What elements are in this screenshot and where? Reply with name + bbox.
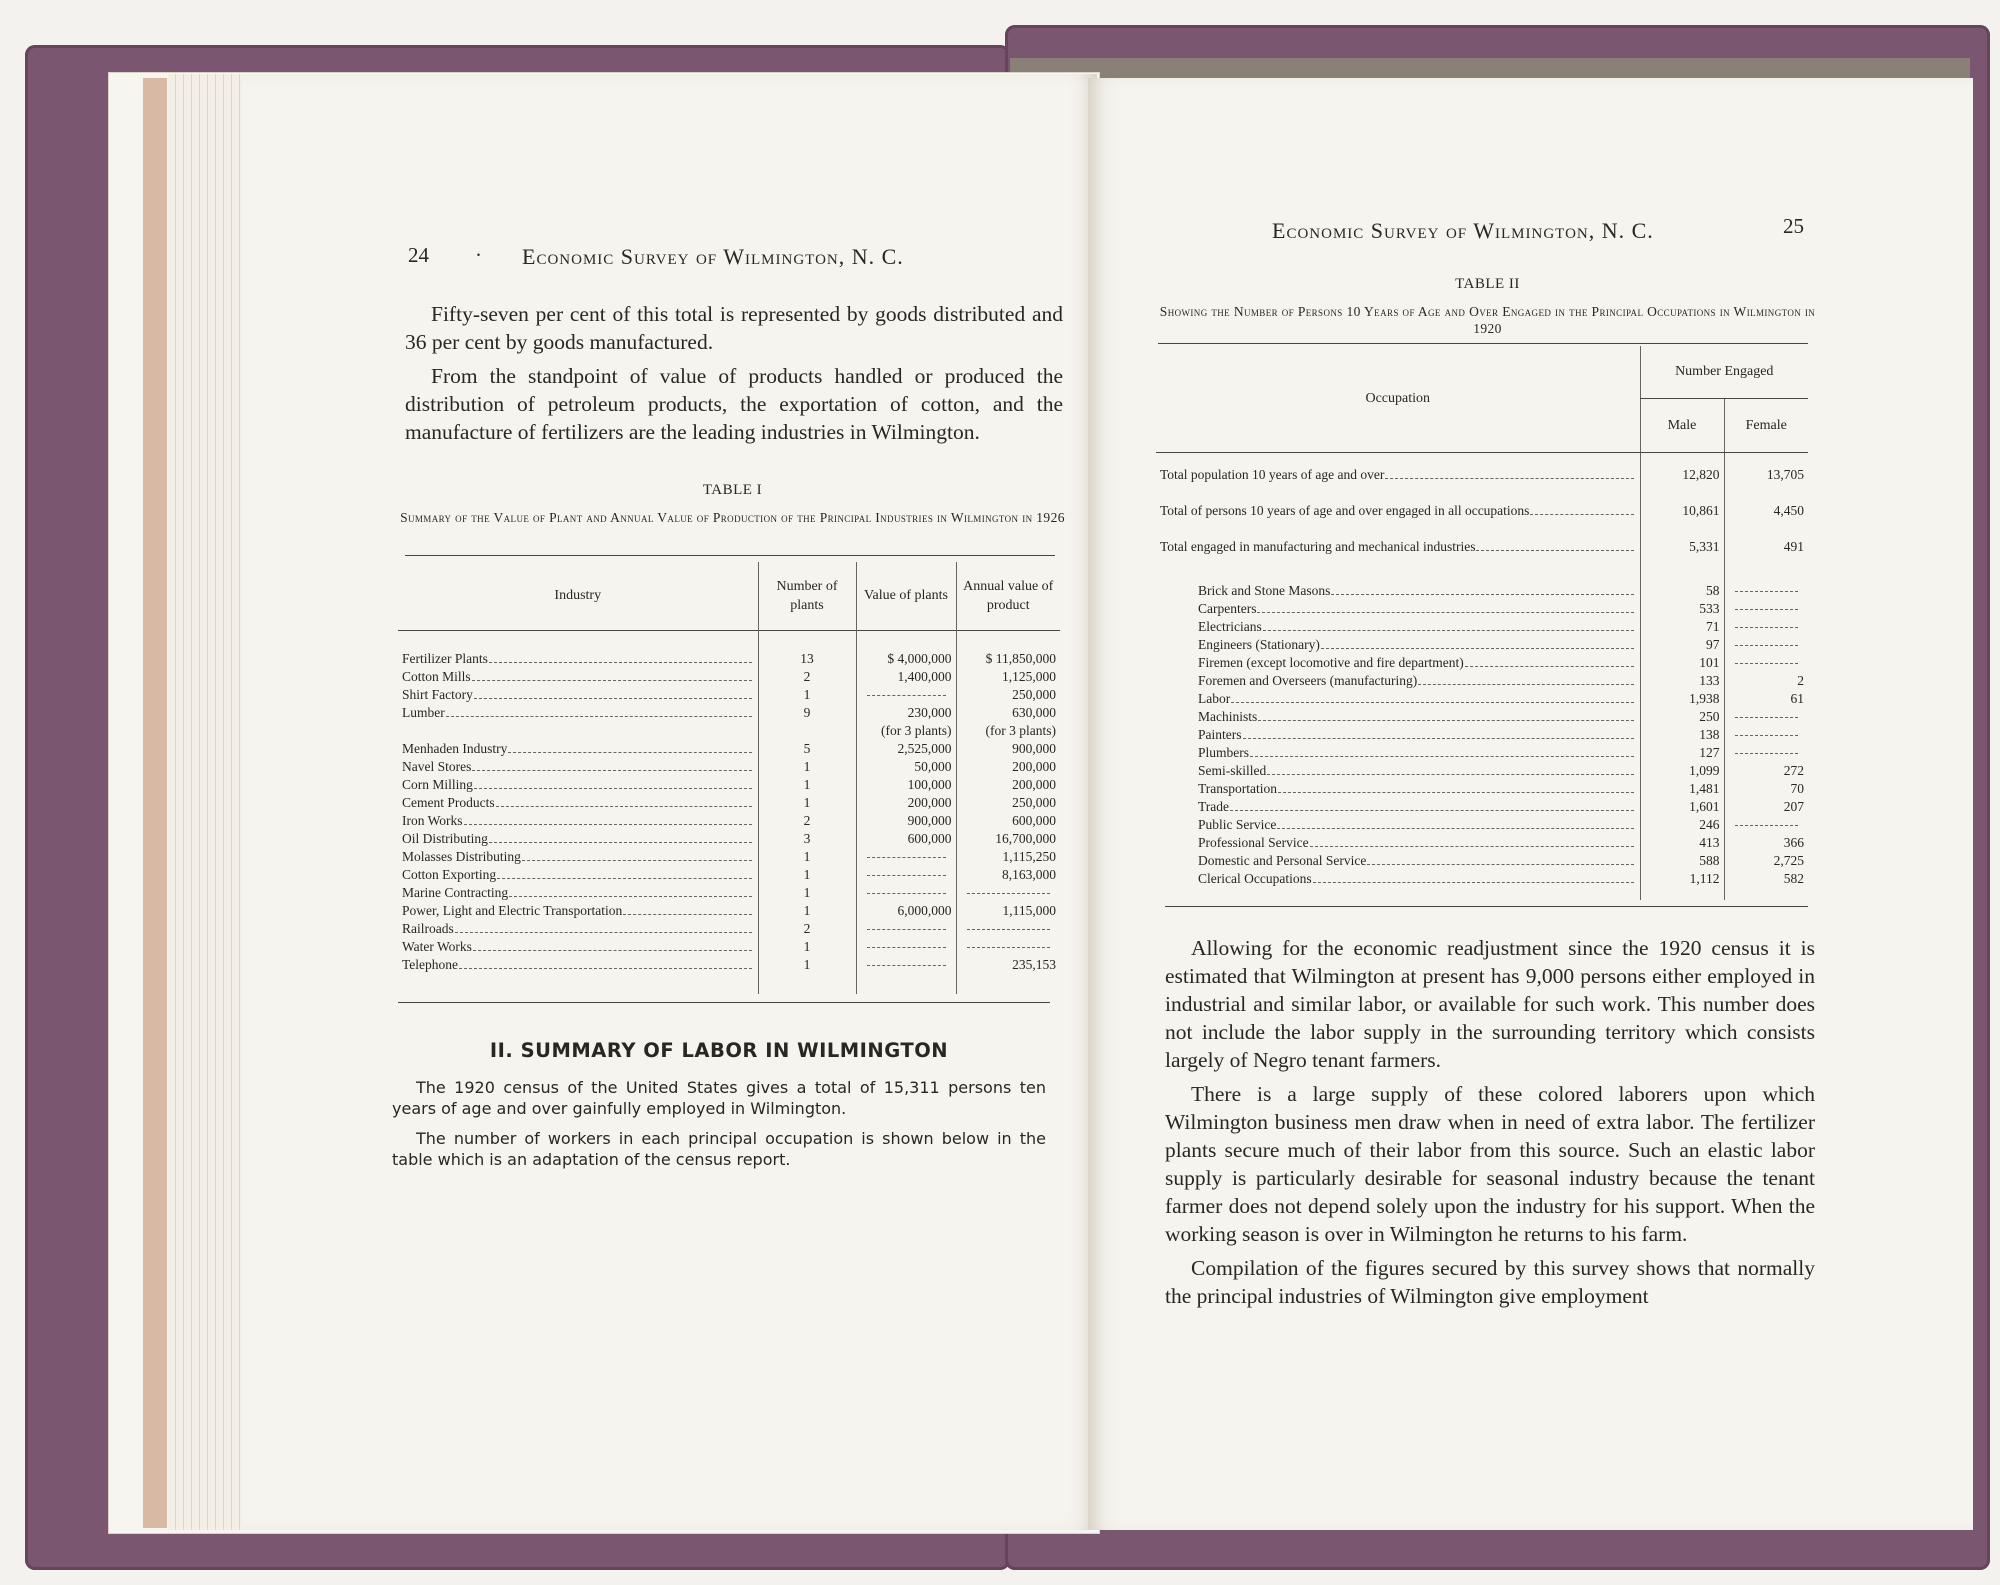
cell-value: 1,112 xyxy=(1640,870,1724,888)
cell-value: 12,820 xyxy=(1640,466,1724,502)
empty-value-dash xyxy=(967,884,1051,894)
table-row xyxy=(398,884,1060,902)
dot-leader xyxy=(1231,702,1633,703)
cell-value: 9 xyxy=(758,704,856,722)
page-number: 24 xyxy=(408,243,429,267)
paragraph: Compilation of the figures secured by this survey shows that normally the principal industries of Wilmington give employment xyxy=(1165,1256,1815,1308)
column-header: Value of plants xyxy=(856,562,956,630)
cell-value: 250 xyxy=(1640,708,1724,726)
empty-value-dash xyxy=(867,848,946,858)
cell-value: 246 xyxy=(1640,816,1724,834)
table-top-rule xyxy=(1158,343,1808,344)
cell-value: 16,700,000 xyxy=(956,830,1060,848)
dot-leader xyxy=(1310,846,1634,847)
empty-value-dash xyxy=(867,686,946,696)
column-header: Industry xyxy=(554,588,602,604)
cell-value: 5,331 xyxy=(1640,538,1724,574)
dot-leader xyxy=(489,662,752,663)
page-leaves xyxy=(168,74,242,1530)
cell-value: 630,000 xyxy=(956,704,1060,722)
cell-value: 13,705 xyxy=(1724,466,1808,502)
paragraph: The number of workers in each principal occupation is shown below in the table which is an adaptation of the census report. xyxy=(392,1129,1046,1169)
cell-value: 235,153 xyxy=(956,956,1060,974)
table-bottom-rule xyxy=(1165,906,1808,907)
cell-value: 97 xyxy=(1640,636,1724,654)
row-label: Clerical Occupations xyxy=(1198,871,1312,886)
row-label: Public Service xyxy=(1198,817,1277,832)
dot-leader xyxy=(1476,550,1633,551)
empty-value-dash xyxy=(967,938,1051,948)
cell-value: (for 3 plants) xyxy=(856,722,956,740)
total-row xyxy=(1156,466,1808,502)
row-label: Total engaged in manufacturing and mechanical industries xyxy=(1160,539,1476,554)
empty-value-dash xyxy=(1735,744,1799,754)
cell-value: 1 xyxy=(758,686,856,704)
table-row xyxy=(398,866,1060,884)
dot-leader xyxy=(1277,828,1633,829)
running-head: Economic Survey of Wilmington, N. C. xyxy=(1272,218,1654,243)
dot-leader xyxy=(1230,810,1633,811)
dot-leader xyxy=(1243,738,1634,739)
left-body-text xyxy=(405,300,1063,452)
row-label: Total population 10 years of age and over xyxy=(1160,467,1385,482)
cell-value: 1,099 xyxy=(1640,762,1724,780)
cell-value: 1 xyxy=(758,956,856,974)
row-label: Iron Works xyxy=(402,813,463,828)
paragraph: Allowing for the economic readjustment since the 1920 census it is estimated that Wilmington at present has 9,000 persons either employed in industrial and similar labor, or available for such work. This number does not include the labor supply in the surrounding territory which consists largely of Negro tenant farmers. xyxy=(1165,936,1815,1072)
row-label: Molasses Distributing xyxy=(402,849,521,864)
cell-value: 2,525,000 xyxy=(856,740,956,758)
cell-value: 1 xyxy=(758,866,856,884)
cell-value: 1,601 xyxy=(1640,798,1724,816)
table-row xyxy=(1156,816,1808,834)
cell-value: 1 xyxy=(758,758,856,776)
paragraph: From the standpoint of value of products handled or produced the distribution of petroleum products, the exportation of cotton, and the manufacture of fertilizers are the leading industries in Wilmington. xyxy=(405,364,1063,444)
table-row xyxy=(1156,654,1808,672)
dot-leader xyxy=(508,752,751,753)
industry-table xyxy=(398,562,1060,994)
table-row xyxy=(398,794,1060,812)
table-row xyxy=(1156,780,1808,798)
table-row xyxy=(398,758,1060,776)
table-title: Summary of the Value of Plant and Annual Value of Production of the Principal Industries in Wilmington in 1926 xyxy=(400,510,1065,525)
row-label: Navel Stores xyxy=(402,759,472,774)
cell-value: 207 xyxy=(1724,798,1808,816)
table-number: TABLE I xyxy=(702,482,763,498)
dot-leader xyxy=(455,932,752,933)
cell-value: 1,115,000 xyxy=(956,902,1060,920)
cell-value: 1,125,000 xyxy=(956,668,1060,686)
cell-value: 5 xyxy=(758,740,856,758)
row-label: Total of persons 10 years of age and over engaged in all occupations xyxy=(1160,503,1530,518)
cell-value: 900,000 xyxy=(856,812,956,830)
dot-leader xyxy=(1258,720,1633,721)
table-number: TABLE II xyxy=(1455,276,1520,292)
cell-value: 2,725 xyxy=(1724,852,1808,870)
cell-value: 1,115,250 xyxy=(956,848,1060,866)
cell-value: 70 xyxy=(1724,780,1808,798)
dot-leader xyxy=(1250,756,1633,757)
row-label: Shirt Factory xyxy=(402,687,473,702)
cell-value: 100,000 xyxy=(856,776,956,794)
dot-leader xyxy=(472,680,752,681)
cell-value: 2 xyxy=(1724,672,1808,690)
dot-leader xyxy=(1278,792,1633,793)
table-row xyxy=(1156,582,1808,600)
empty-value-dash xyxy=(867,920,946,930)
cell-value: 8,163,000 xyxy=(956,866,1060,884)
header-dot: · xyxy=(475,243,482,267)
column-header: Annual value of product xyxy=(956,562,1060,630)
table-row xyxy=(1156,762,1808,780)
empty-value-dash xyxy=(1735,654,1799,664)
row-label: Brick and Stone Masons xyxy=(1198,583,1331,598)
dot-leader xyxy=(1263,630,1634,631)
cell-value xyxy=(758,722,856,740)
row-label: Professional Service xyxy=(1198,835,1309,850)
dot-leader xyxy=(496,806,752,807)
table-row xyxy=(398,830,1060,848)
dot-leader xyxy=(1385,478,1633,479)
table-row xyxy=(398,938,1060,956)
empty-value-dash xyxy=(867,956,946,966)
cell-value: 133 xyxy=(1640,672,1724,690)
table-row xyxy=(1156,618,1808,636)
table-row xyxy=(398,668,1060,686)
row-label: Transportation xyxy=(1198,781,1278,796)
labor-section xyxy=(392,1040,1046,1179)
row-label: Railroads xyxy=(402,921,454,936)
paragraph: Fifty-seven per cent of this total is represented by goods distributed and 36 per cent by goods manufactured. xyxy=(405,302,1063,354)
row-label: Electricians xyxy=(1198,619,1262,634)
cell-value: 6,000,000 xyxy=(856,902,956,920)
page-number: 25 xyxy=(1783,214,1804,238)
row-label: Oil Distributing xyxy=(402,831,488,846)
empty-value-dash xyxy=(1735,708,1799,718)
table-row xyxy=(1156,852,1808,870)
dot-leader xyxy=(509,896,751,897)
cell-value: 582 xyxy=(1724,870,1808,888)
cell-value: 272 xyxy=(1724,762,1808,780)
cell-value: 1,938 xyxy=(1640,690,1724,708)
row-label: Plumbers xyxy=(1198,745,1250,760)
cell-value: 900,000 xyxy=(956,740,1060,758)
cell-value: (for 3 plants) xyxy=(956,722,1060,740)
cell-value: 138 xyxy=(1640,726,1724,744)
empty-value-dash xyxy=(867,866,946,876)
table-row xyxy=(398,650,1060,668)
cell-value: 600,000 xyxy=(856,830,956,848)
cell-value: 250,000 xyxy=(956,794,1060,812)
column-header: Male xyxy=(1640,398,1724,452)
cell-value: 2 xyxy=(758,920,856,938)
row-label: Cotton Exporting xyxy=(402,867,497,882)
cell-value: 1 xyxy=(758,776,856,794)
dot-leader xyxy=(1321,648,1634,649)
total-row xyxy=(1156,538,1808,574)
table-row xyxy=(1156,870,1808,888)
row-label: Menhaden Industry xyxy=(402,741,508,756)
table-row xyxy=(398,740,1060,758)
cell-value: 200,000 xyxy=(956,758,1060,776)
cell-value: 200,000 xyxy=(856,794,956,812)
table-row xyxy=(398,848,1060,866)
cell-value: 1 xyxy=(758,938,856,956)
empty-value-dash xyxy=(967,920,1051,930)
table-row xyxy=(1156,744,1808,762)
column-header: Number of plants xyxy=(758,562,856,630)
table-title: Showing the Number of Persons 10 Years of Age and Over Engaged in the Principal Occupations in Wilmington in 1920 xyxy=(1159,304,1816,336)
row-label: Fertilizer Plants xyxy=(402,651,488,666)
cell-value: 10,861 xyxy=(1640,502,1724,538)
dot-leader xyxy=(472,770,751,771)
cell-value: 600,000 xyxy=(956,812,1060,830)
dot-leader xyxy=(1418,684,1633,685)
row-label: Domestic and Personal Service xyxy=(1198,853,1367,868)
cell-value: 3 xyxy=(758,830,856,848)
empty-value-dash xyxy=(1735,816,1799,826)
table-row xyxy=(1156,600,1808,618)
cell-value: 1,400,000 xyxy=(856,668,956,686)
row-label: Engineers (Stationary) xyxy=(1198,637,1320,652)
right-body-text xyxy=(1165,934,1815,1316)
table-caption xyxy=(1150,276,1825,337)
dot-leader xyxy=(1313,882,1634,883)
cell-value: 2 xyxy=(758,812,856,830)
dot-leader xyxy=(473,950,752,951)
table-row xyxy=(1156,690,1808,708)
row-label: Cement Products xyxy=(402,795,495,810)
dot-leader xyxy=(1465,666,1634,667)
cell-value: 230,000 xyxy=(856,704,956,722)
table-row xyxy=(398,776,1060,794)
dot-leader xyxy=(1257,612,1633,613)
section-heading: II. SUMMARY OF LABOR IN WILMINGTON xyxy=(489,1039,949,1062)
row-label: Semi-skilled xyxy=(1198,763,1267,778)
row-label: Lumber xyxy=(402,705,445,720)
dot-leader xyxy=(1331,594,1633,595)
cell-value: 4,450 xyxy=(1724,502,1808,538)
row-label: Cotton Mills xyxy=(402,669,471,684)
table-row xyxy=(1156,798,1808,816)
cell-value: 71 xyxy=(1640,618,1724,636)
row-label: Marine Contracting xyxy=(402,885,509,900)
dot-leader xyxy=(1530,514,1633,515)
row-label: Water Works xyxy=(402,939,472,954)
table-row xyxy=(398,902,1060,920)
table-bottom-rule xyxy=(398,1002,1050,1003)
row-label: Labor xyxy=(1198,691,1231,706)
table-caption xyxy=(400,482,1065,526)
table-row xyxy=(398,722,1060,740)
row-label: Trade xyxy=(1198,799,1230,814)
row-label: Carpenters xyxy=(1198,601,1257,616)
dot-leader xyxy=(474,788,752,789)
row-label: Machinists xyxy=(1198,709,1258,724)
row-label: Foremen and Overseers (manufacturing) xyxy=(1198,673,1418,688)
dot-leader xyxy=(489,842,752,843)
cell-value: 13 xyxy=(758,650,856,668)
table-row xyxy=(1156,708,1808,726)
cell-value: 366 xyxy=(1724,834,1808,852)
dot-leader xyxy=(459,968,751,969)
cell-value: 1 xyxy=(758,794,856,812)
cell-value: 250,000 xyxy=(956,686,1060,704)
empty-value-dash xyxy=(1735,618,1799,628)
cell-value: $ 11,850,000 xyxy=(956,650,1060,668)
total-row xyxy=(1156,502,1808,538)
column-header: Occupation xyxy=(1156,346,1640,452)
table-row xyxy=(398,956,1060,974)
table-row xyxy=(398,704,1060,722)
row-label: Corn Milling xyxy=(402,777,473,792)
table-row xyxy=(398,920,1060,938)
dot-leader xyxy=(1267,774,1633,775)
table-row xyxy=(1156,726,1808,744)
occupation-table xyxy=(1156,346,1808,900)
cell-value: 413 xyxy=(1640,834,1724,852)
cell-value: 1 xyxy=(758,848,856,866)
column-group-header: Number Engaged xyxy=(1640,346,1808,398)
row-label: Painters xyxy=(1198,727,1242,742)
table-row xyxy=(398,686,1060,704)
table-row xyxy=(1156,636,1808,654)
dot-leader xyxy=(623,914,751,915)
table-row xyxy=(1156,834,1808,852)
cell-value: 50,000 xyxy=(856,758,956,776)
row-label: Firemen (except locomotive and fire department) xyxy=(1198,655,1464,670)
dot-leader xyxy=(522,860,752,861)
cell-value: $ 4,000,000 xyxy=(856,650,956,668)
cell-value: 1 xyxy=(758,884,856,902)
dot-leader xyxy=(474,698,752,699)
empty-value-dash xyxy=(1735,726,1799,736)
cell-value: 127 xyxy=(1640,744,1724,762)
cell-value: 1 xyxy=(758,902,856,920)
dot-leader xyxy=(497,878,751,879)
dot-leader xyxy=(1367,864,1633,865)
table-row xyxy=(398,812,1060,830)
empty-value-dash xyxy=(1735,600,1799,610)
paragraph: There is a large supply of these colored laborers upon which Wilmington business men draw when in need of extra labor. The fertilizer plants secure much of their labor from this source. Such an elastic labor supply is particularly desirable for seasonal industry because the tenant farmer does not depend solely upon the industry for his support. When the working season is over in Wilmington he returns to his farm. xyxy=(1165,1082,1815,1246)
table-top-rule xyxy=(405,555,1055,556)
dot-leader xyxy=(464,824,752,825)
page-stack-top-edge xyxy=(1010,58,1970,80)
cell-value: 58 xyxy=(1640,582,1724,600)
paragraph: The 1920 census of the United States gives a total of 15,311 persons ten years of age and over gainfully employed in Wilmington. xyxy=(392,1078,1046,1118)
row-label: Power, Light and Electric Transportation xyxy=(402,903,623,918)
running-head: Economic Survey of Wilmington, N. C. xyxy=(522,244,904,269)
dot-leader xyxy=(446,716,752,717)
empty-value-dash xyxy=(1735,636,1799,646)
row-label: Telephone xyxy=(402,957,459,972)
empty-value-dash xyxy=(867,938,946,948)
cell-value: 1,481 xyxy=(1640,780,1724,798)
empty-value-dash xyxy=(867,884,946,894)
cell-value: 101 xyxy=(1640,654,1724,672)
table-row xyxy=(1156,672,1808,690)
cell-value: 533 xyxy=(1640,600,1724,618)
page-edge-strip xyxy=(143,78,167,1528)
cell-value: 61 xyxy=(1724,690,1808,708)
cell-value: 588 xyxy=(1640,852,1724,870)
cell-value: 2 xyxy=(758,668,856,686)
cell-value: 200,000 xyxy=(956,776,1060,794)
empty-value-dash xyxy=(1735,582,1799,592)
cell-value: 491 xyxy=(1724,538,1808,574)
column-header: Female xyxy=(1724,398,1808,452)
